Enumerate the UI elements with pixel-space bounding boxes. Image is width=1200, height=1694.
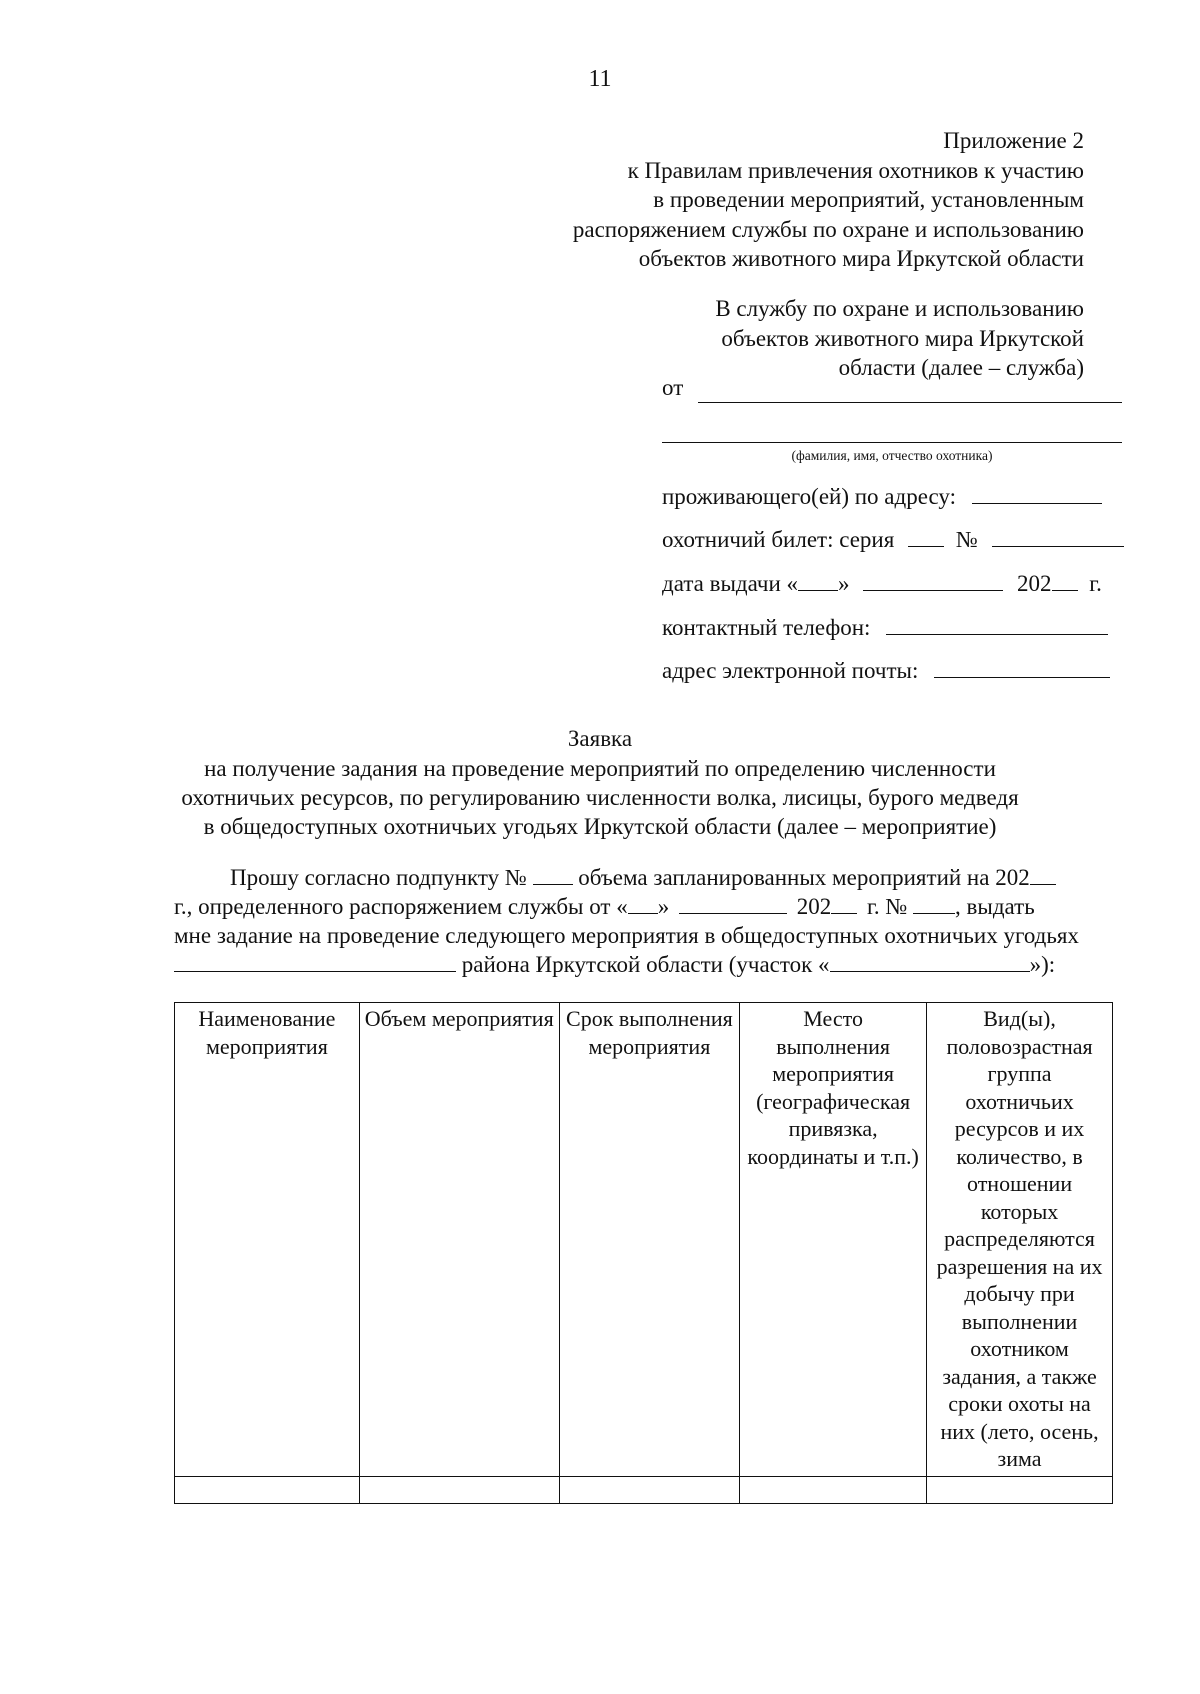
phone-field: [662, 615, 1108, 641]
appendix-line: Приложение 2: [943, 128, 1084, 153]
order-year-blank[interactable]: [831, 912, 857, 914]
ticket-series-blank[interactable]: [908, 545, 944, 547]
email-label: адрес электронной почты:: [662, 658, 919, 683]
issue-year-blank[interactable]: [1052, 589, 1078, 591]
request-paragraph: [174, 863, 1118, 979]
email-field: [662, 658, 1110, 684]
page-number: 11: [588, 66, 612, 92]
table-cell[interactable]: [740, 1476, 927, 1503]
from-label: от: [662, 375, 684, 400]
issue-month-blank[interactable]: [863, 589, 1003, 591]
request-text: г., определенного распоряжением службы от «: [174, 894, 628, 919]
column-header-place: Место выполнения мероприятия (географическая привязка, координаты и т.п.): [740, 1003, 927, 1477]
request-text: района Иркутской области (участок «: [461, 952, 830, 977]
column-header-name: Наименование мероприятия: [175, 1003, 360, 1477]
district-blank[interactable]: [174, 970, 456, 972]
ticket-series-label: охотничий билет: серия: [662, 527, 895, 552]
request-line-4: [174, 950, 1118, 979]
addressee-line: объектов животного мира Иркутской: [721, 325, 1084, 351]
issue-date-close-quote: »: [838, 571, 850, 596]
request-line-2: [174, 892, 1118, 921]
table-cell[interactable]: [559, 1476, 740, 1503]
request-text: »: [657, 894, 670, 919]
appendix-line: объектов животного мира Иркутской области: [638, 246, 1084, 271]
request-text: Прошу согласно подпункту №: [230, 865, 527, 890]
order-number-blank[interactable]: [913, 912, 955, 914]
address-field: [662, 484, 1102, 510]
appendix-line: в проведении мероприятий, установленным: [653, 187, 1084, 212]
activity-table: [174, 1002, 1113, 1504]
hunter-name-caption: (фамилия, имя, отчество охотника): [791, 448, 993, 463]
addressee-line: области (далее – служба): [838, 355, 1084, 380]
document-title: Заявка: [567, 726, 633, 751]
request-line-1: [174, 863, 1118, 892]
request-text: »):: [1029, 952, 1056, 977]
phone-label: контактный телефон:: [662, 615, 871, 640]
plan-year-blank[interactable]: [1030, 883, 1056, 885]
addressee-line: В службу по охране и использованию: [715, 296, 1084, 321]
issue-date-label: дата выдачи «: [662, 571, 799, 596]
from-blank[interactable]: [698, 402, 1122, 403]
request-text: 202: [796, 894, 832, 919]
table-row: [175, 1476, 1113, 1503]
plot-blank[interactable]: [830, 970, 1030, 972]
order-day-blank[interactable]: [628, 912, 658, 914]
table-cell[interactable]: [175, 1476, 360, 1503]
request-line-3: мне задание на проведение следующего мероприятия в общедоступных охотничьих угодьях: [174, 923, 1079, 948]
phone-blank[interactable]: [886, 633, 1108, 635]
ticket-number-blank[interactable]: [992, 545, 1124, 547]
order-month-blank[interactable]: [679, 912, 787, 914]
table-header-row: [175, 1003, 1113, 1477]
appendix-header: [464, 126, 1084, 274]
table-cell[interactable]: [359, 1476, 559, 1503]
hunter-name-blank[interactable]: [662, 442, 1122, 443]
column-header-volume: Объем мероприятия: [359, 1003, 559, 1477]
appendix-line: к Правилам привлечения охотников к участию: [627, 157, 1084, 183]
appendix-line: распоряжением службы по охране и использованию: [572, 216, 1084, 242]
column-header-species: Вид(ы), половозрастная группа охотничьих ресурсов и их количество, в отношении которых распределяются разрешения на их добычу при выполнении охотником задания, а также сроки охоты на них (лето, осень, зима: [927, 1003, 1113, 1477]
from-row: [662, 375, 1122, 407]
addressee-block: [624, 294, 1084, 383]
column-header-term: Срок выполнения мероприятия: [559, 1003, 740, 1477]
request-text: г. №: [866, 894, 908, 919]
document-subtitle: на получение задания на проведение мероприятий по определению численности охотничьих ресурсов, по регулированию численности волка, лисицы, бурого медведя в общедоступных охотничьих угодьях Иркутской области (далее – мероприятие): [181, 756, 1019, 839]
address-label: проживающего(ей) по адресу:: [662, 484, 956, 509]
issue-year-prefix: 202: [1017, 571, 1052, 596]
request-text: , выдать: [955, 894, 1035, 919]
address-blank[interactable]: [972, 502, 1102, 504]
hunting-ticket-field: [662, 527, 1124, 553]
issue-date-field: [662, 571, 1102, 597]
request-text: объема запланированных мероприятий на 202: [578, 865, 1030, 890]
subpoint-blank[interactable]: [533, 883, 573, 885]
issue-day-blank[interactable]: [798, 589, 838, 591]
ticket-number-label: №: [955, 527, 978, 552]
table-cell[interactable]: [927, 1476, 1113, 1503]
email-blank[interactable]: [934, 676, 1110, 678]
issue-year-suffix: г.: [1089, 571, 1102, 596]
